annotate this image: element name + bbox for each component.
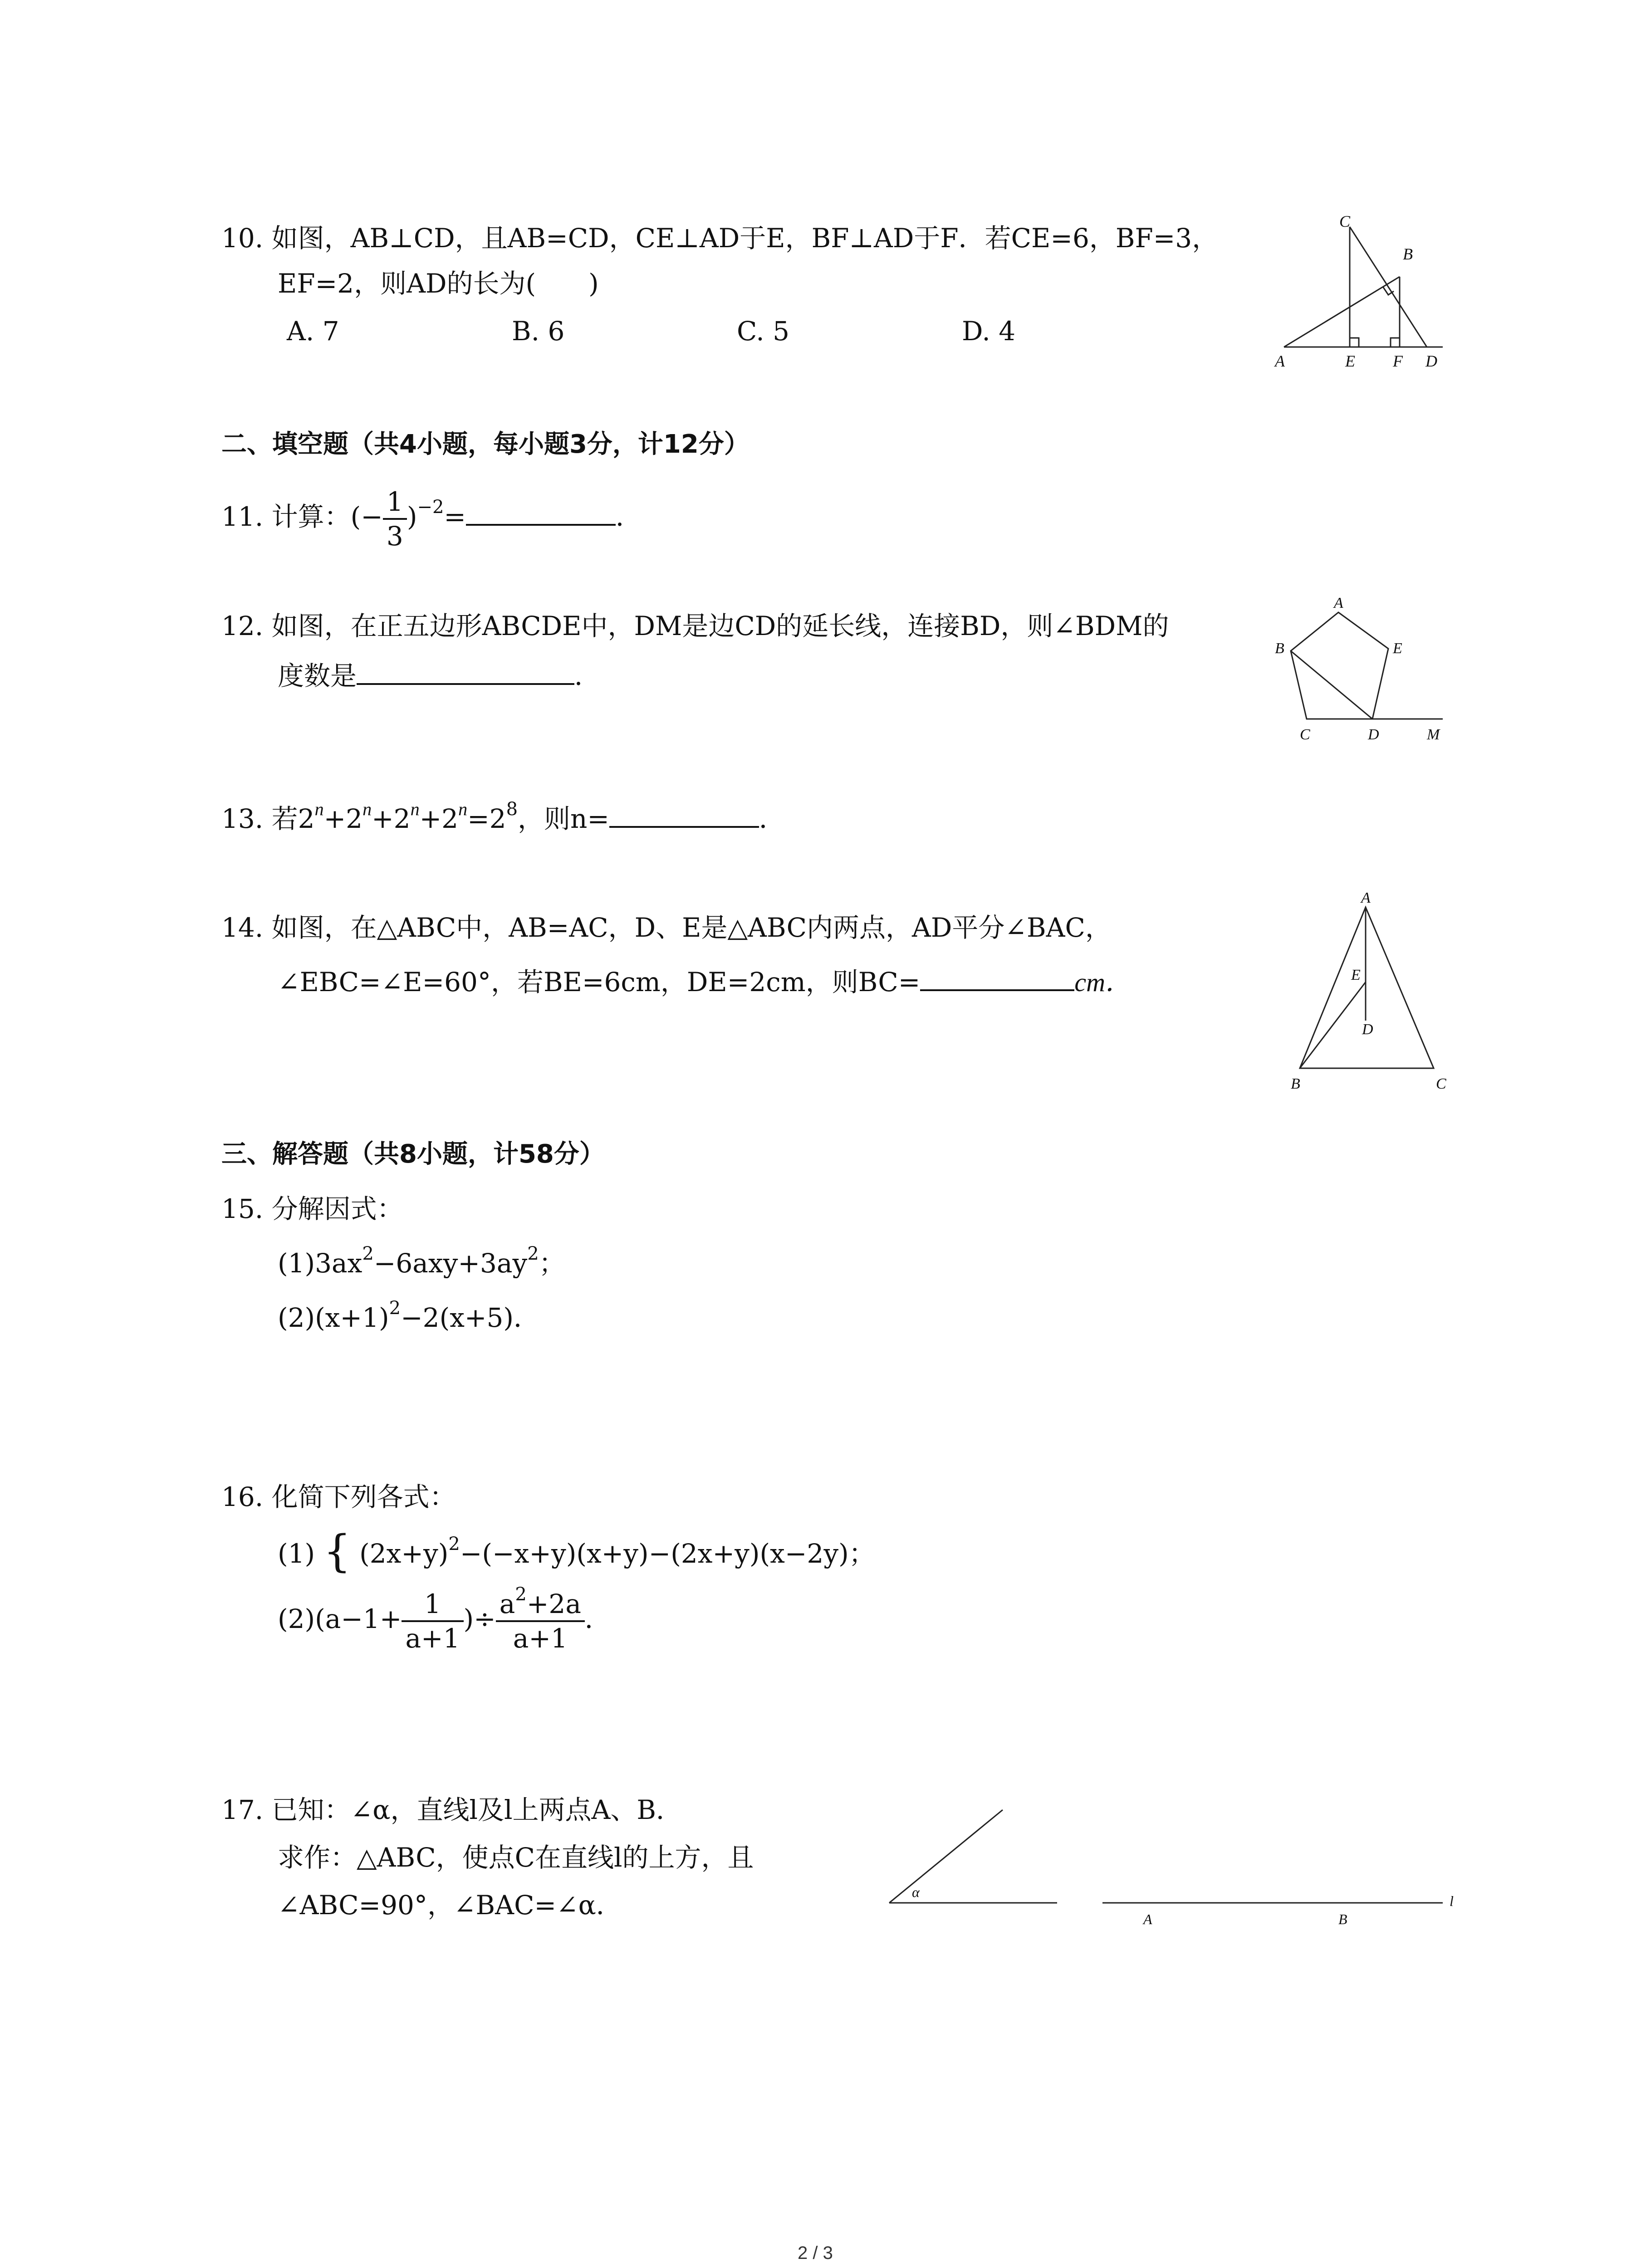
section-2-heading: 二、填空题（共4小题，每小题3分，计12分） (221, 430, 749, 459)
q10-line1: 10. 如图，AB⊥CD，且AB=CD，CE⊥AD于E，BF⊥AD于F．若CE=6，BF=3， (221, 223, 1219, 254)
q12-label-m: M (1427, 726, 1440, 743)
q10-label-c: C (1339, 212, 1351, 230)
q12-label-c: C (1300, 726, 1310, 743)
q14-label-e: E (1351, 967, 1361, 983)
q11-prefix: 11. 计算：(− (221, 501, 383, 533)
q11: 11. 计算：(− $\frac{1}{3}$ )$^{-2}$= ． (221, 486, 642, 552)
q17-line2: 求作：△ABC，使点C在直线l的上方，且 (278, 1842, 754, 1873)
q10-line2: EF=2，则AD的长为( ) (278, 268, 599, 299)
q12-answer-blank[interactable] (357, 679, 574, 685)
q15-part2: $(2)(x+1)^2-2(x+5)$． (278, 1298, 540, 1333)
q11-fraction: $\frac{1}{3}$ (383, 485, 407, 552)
q16-part2: (2)(a−1+ $\frac{1}{a+1}$ )÷ $\frac{a^2+2a}{a+1}$ ． (278, 1584, 611, 1654)
q14-label-b: B (1291, 1075, 1300, 1092)
q10-option-b: B. 6 (512, 316, 565, 347)
q17-alpha-label: α (912, 1884, 920, 1900)
q10-option-c: C. 5 (737, 316, 790, 347)
q14-label-a: A (1361, 890, 1371, 906)
q12-label-a: A (1334, 595, 1343, 611)
q10-option-a: A. 7 (287, 316, 339, 347)
q12-line2: 度数是 ． (278, 660, 601, 691)
q16-fraction-2: $\frac{a^2+2a}{a+1}$ (496, 1588, 585, 1655)
q17-line1: 17. 已知：∠α，直线l及l上两点A、B． (221, 1794, 683, 1825)
q12-line1: 12. 如图，在正五边形ABCDE中，DM是边CD的延长线，连接BD，则∠BDM的 (221, 611, 1169, 641)
q12-label-d: D (1368, 726, 1379, 743)
q14-label-d: D (1362, 1021, 1373, 1038)
section-3-heading: 三、解答题（共8小题，计58分） (221, 1139, 605, 1169)
q15-title: 15. 分解因式： (221, 1193, 403, 1224)
q17-label-l: l (1450, 1893, 1454, 1909)
q11-answer-blank[interactable] (466, 519, 616, 526)
q12-figure (1270, 594, 1461, 744)
q16-part1: (1) { $(2x+y)^2-(-x+y)(x+y)-(2x+y)(x-2y)$； (278, 1526, 875, 1577)
q12-label-b: B (1275, 640, 1284, 657)
q10-label-b: B (1403, 245, 1413, 263)
q16-title: 16. 化简下列各式： (221, 1481, 456, 1512)
q16-brace: { (323, 1526, 351, 1577)
q14-label-c: C (1436, 1075, 1446, 1092)
q14-figure (1284, 889, 1456, 1098)
q17-label-a: A (1143, 1911, 1152, 1927)
q17-line3: ∠ABC=90°，∠BAC=∠α． (278, 1890, 622, 1921)
q14-answer-blank[interactable] (920, 985, 1074, 991)
q14-line2: ∠EBC=∠E=60°，若BE=6cm，DE=2cm，则BC= cm． (278, 967, 1132, 997)
q11-exponent: −2 (417, 497, 444, 518)
q17-angle-figure (885, 1792, 1066, 1919)
page-number: 2 / 3 (798, 2243, 833, 2263)
q10-label-e: E (1345, 352, 1355, 370)
q12-label-e: E (1393, 640, 1402, 657)
q15-part1: $(1)3ax^2-6axy+3ay^2$； (278, 1243, 565, 1279)
q10-label-f: F (1393, 352, 1403, 370)
q10-label-d: D (1425, 352, 1437, 370)
q16-fraction-1: $\frac{1}{a+1}$ (402, 1588, 463, 1655)
q13-answer-blank[interactable] (609, 821, 759, 828)
q10-label-a: A (1275, 352, 1285, 370)
q17-line-figure (1098, 1873, 1461, 1932)
q10-figure (1261, 209, 1452, 372)
q13: 13. 若$2^n+2^n+2^n+2^n=2^8$，则n= ． (221, 799, 785, 834)
q17-label-b: B (1338, 1911, 1347, 1927)
q14-line1: 14. 如图，在△ABC中，AB=AC，D、E是△ABC内两点，AD平分∠BAC， (221, 912, 1112, 943)
q10-option-d: D. 4 (962, 316, 1016, 347)
